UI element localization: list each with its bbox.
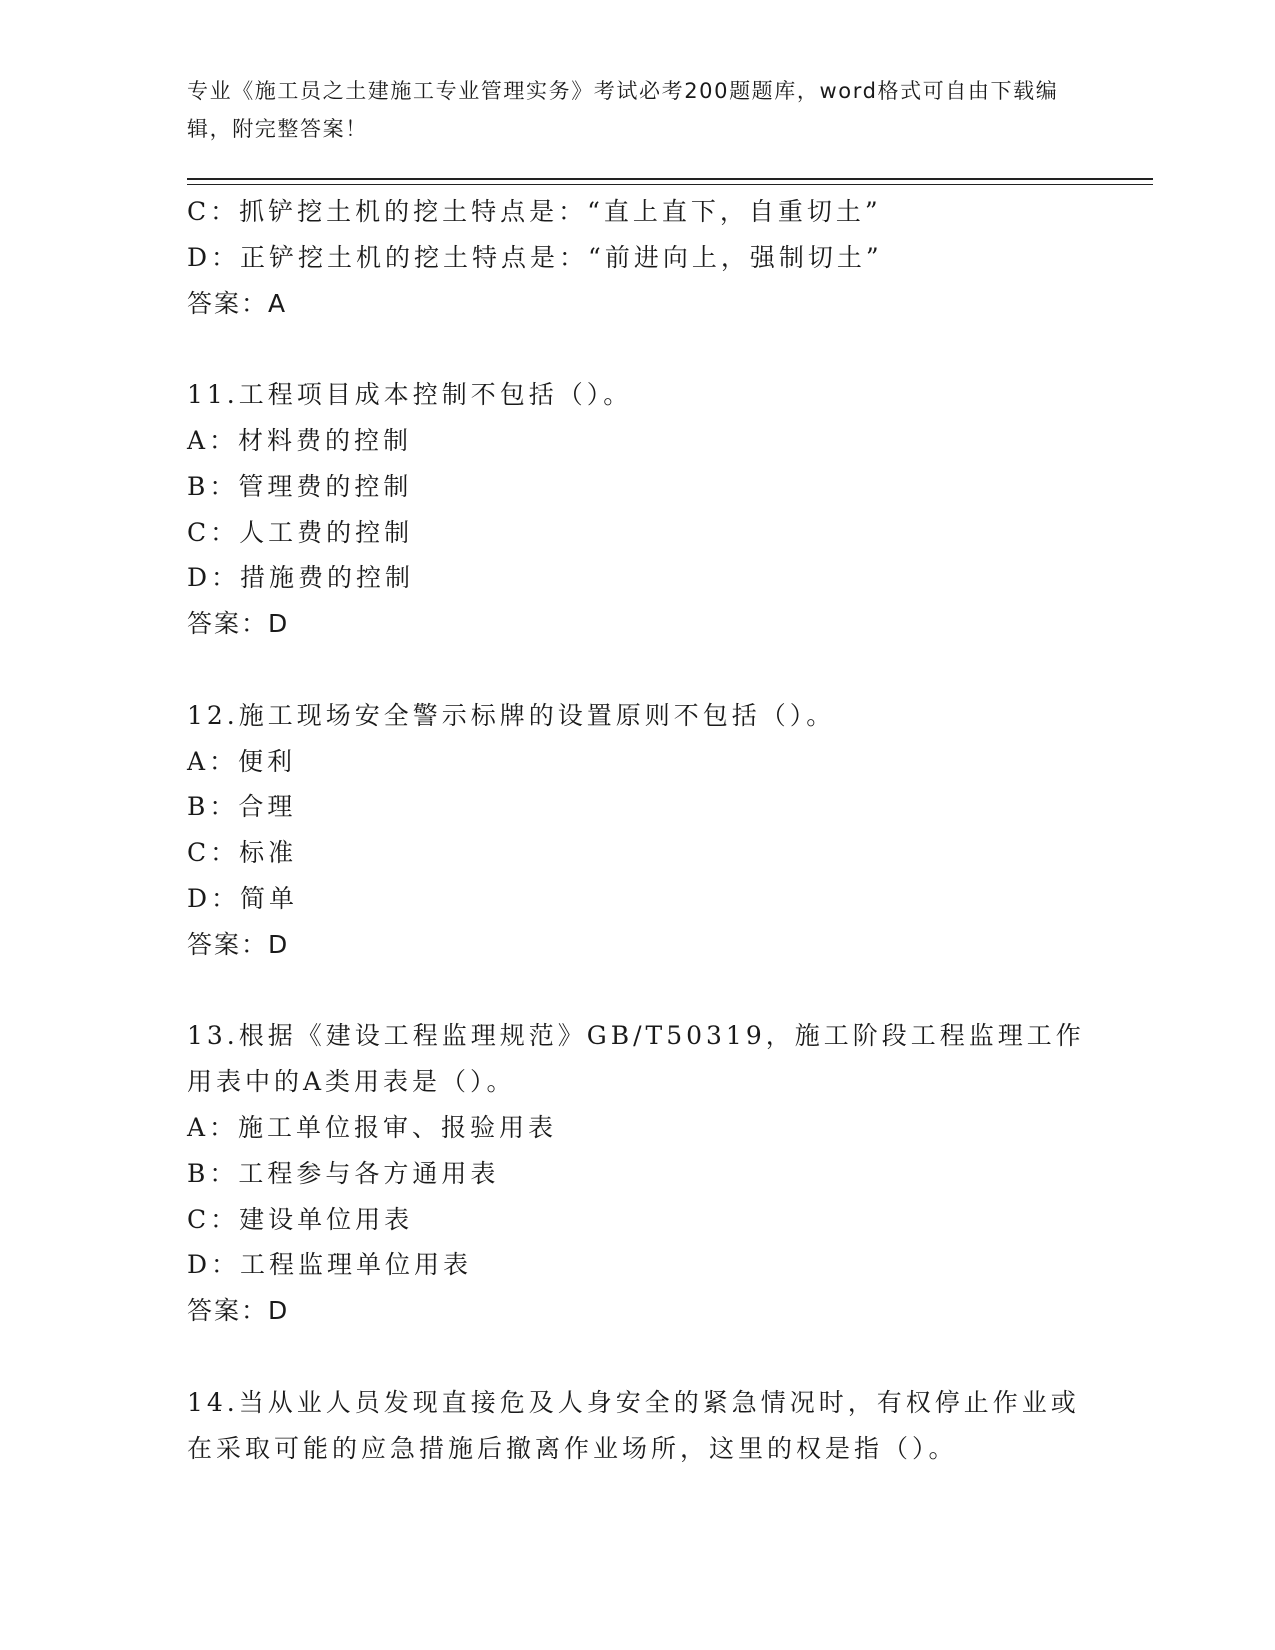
question-stem: 12.施工现场安全警示标牌的设置原则不包括（）。 [187,700,836,730]
question-list [187,189,1087,1471]
option-b: B：合理 [187,792,297,822]
question-11 [187,372,1087,647]
option-d: D：工程监理单位用表 [187,1250,473,1280]
option-a: A：便利 [187,746,297,776]
question-10-partial [187,189,1087,326]
answer-label: 答案：A [187,288,288,318]
question-stem: 14.当从业人员发现直接危及人身安全的紧急情况时，有权停止作业或在采取可能的应急措施后撤离作业场所，这里的权是指（）。 [187,1387,1080,1463]
question-14 [187,1380,1087,1472]
option-a: A：材料费的控制 [187,425,413,455]
spacer [187,326,1087,372]
answer-label: 答案：D [187,929,290,959]
header-divider-thick [187,178,1153,180]
option-c: C：标准 [187,838,298,868]
option-d: D：简单 [187,883,299,913]
option-c: C：抓铲挖土机的挖土特点是：“直上直下，自重切土” [187,197,882,226]
question-13 [187,1013,1087,1334]
spacer [187,1334,1087,1380]
spacer [187,647,1087,693]
question-stem: 13.根据《建设工程监理规范》GB/T50319，施工阶段工程监理工作用表中的A类用表是（）。 [187,1021,1085,1097]
option-d: D：措施费的控制 [187,563,415,593]
header-divider-thin [187,184,1153,185]
option-c: C：人工费的控制 [187,517,414,547]
answer-label: 答案：D [187,609,290,639]
option-b: B：工程参与各方通用表 [187,1158,500,1188]
option-c: C：建设单位用表 [187,1204,414,1234]
option-b: B：管理费的控制 [187,471,413,501]
spacer [187,968,1087,1014]
question-12 [187,693,1087,968]
option-d: D：正铲挖土机的挖土特点是：“前进向上，强制切土” [187,242,883,272]
document-header: 专业《施工员之土建施工专业管理实务》考试必考200题题库，word格式可自由下载编辑，附完整答案！ [187,79,1059,141]
option-a: A：施工单位报审、报验用表 [187,1112,558,1142]
answer-label: 答案：D [187,1296,290,1326]
question-stem: 11.工程项目成本控制不包括（）。 [187,380,633,410]
